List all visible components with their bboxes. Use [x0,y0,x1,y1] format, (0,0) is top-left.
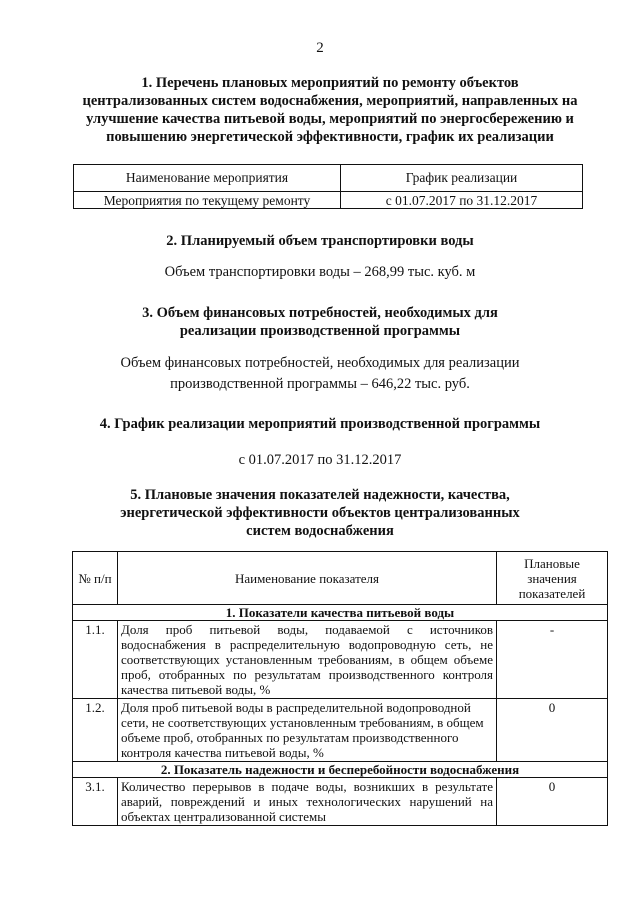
section3-text-line: Объем финансовых потребностей, необходимых для реализации [120,355,520,371]
indicator-num: 1.2. [73,699,118,762]
table-row [73,699,608,762]
indicators-col-value-header: Плановые значения показателей [497,552,608,605]
section5-title-line: 5. Плановые значения показателей надежности, качества, [130,487,510,503]
section5-title-line: энергетической эффективности объектов централизованных [120,505,520,521]
measures-row-name: Мероприятия по текущему ремонту [74,192,341,209]
indicator-name: Количество перерывов в подаче воды, возникших в результате аварий, повреждений и иных технологических нарушений на объектах централизованной системы [118,778,497,826]
indicator-name: Доля проб питьевой воды, подаваемой с источников водоснабжения в распределительную водопроводную сеть, не соответствующих установленным требованиям, в общем объеме проб, отобранных по результатам производственного контроля качества питьевой воды, % [118,621,497,699]
section5-title-line: систем водоснабжения [246,523,394,539]
page-number: 2 [316,40,324,56]
section1-title-line: 1. Перечень плановых мероприятий по ремонту объектов [141,75,519,91]
indicators-group1-title: 1. Показатели качества питьевой воды [73,605,608,621]
indicator-num: 1.1. [73,621,118,699]
section4-title: 4. График реализации мероприятий производственной программы [99,416,541,432]
indicator-value: 0 [497,699,608,762]
indicator-name: Доля проб питьевой воды в распределительной водопроводной сети, не соответствующих установленным требованиям, в общем объеме проб, отобранных по результатам производственного контроля качества питьевой воды, % [118,699,497,762]
indicator-num: 3.1. [73,778,118,826]
indicators-table-header [73,552,608,605]
measures-table-header [74,165,583,192]
indicators-col-num-header: № п/п [73,552,118,605]
section3-text [0,353,640,395]
table-row [73,778,608,826]
measures-col-name-header: Наименование мероприятия [74,165,341,192]
section5-title [0,486,640,540]
section4-text: с 01.07.2017 по 31.12.2017 [238,452,402,468]
measures-row-schedule: с 01.07.2017 по 31.12.2017 [341,192,583,209]
section3-title [0,304,640,340]
indicators-group-row [73,605,608,621]
section3-title-line: реализации производственной программы [179,323,461,339]
indicators-table [72,551,608,826]
section2-title: 2. Планируемый объем транспортировки воды [166,233,474,249]
section1-title [60,74,600,146]
indicator-value: 0 [497,778,608,826]
table-row [73,621,608,699]
measures-table [73,164,583,209]
indicators-col-name-header: Наименование показателя [118,552,497,605]
indicator-value: - [497,621,608,699]
measures-table-row [74,192,583,209]
section1-title-line: улучшение качества питьевой воды, мероприятий по энергосбережению и [86,111,574,127]
measures-col-schedule-header: График реализации [341,165,583,192]
indicators-group2-title: 2. Показатель надежности и бесперебойности водоснабжения [73,762,608,778]
section3-title-line: 3. Объем финансовых потребностей, необходимых для [142,305,498,321]
section2-text: Объем транспортировки воды – 268,99 тыс. куб. м [164,264,476,280]
indicators-group-row [73,762,608,778]
section1-title-line: повышению энергетической эффективности, график их реализации [106,129,554,145]
section1-title-line: централизованных систем водоснабжения, мероприятий, направленных на [82,93,578,109]
section3-text-line: производственной программы – 646,22 тыс. руб. [170,376,470,392]
